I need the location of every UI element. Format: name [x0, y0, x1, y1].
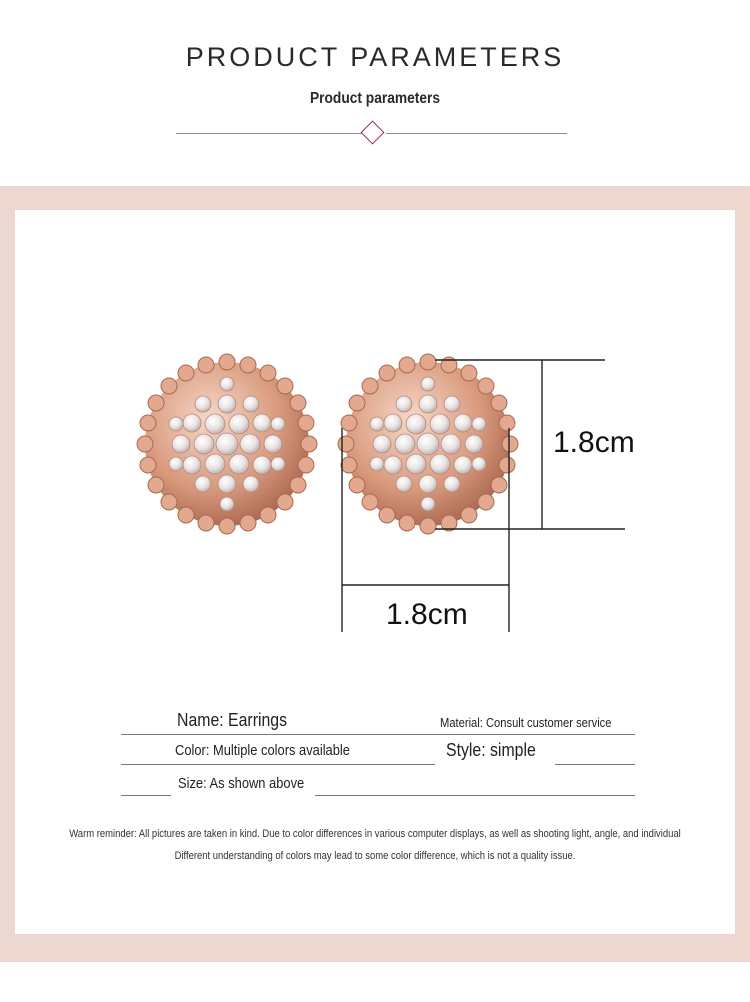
- spec-size: Size: As shown above: [178, 775, 305, 792]
- spec-material: Material: Consult customer service: [440, 715, 612, 730]
- spec-name: Name: Earrings: [177, 710, 288, 730]
- spec-rule-2: [121, 764, 435, 765]
- product-photo: [115, 268, 675, 668]
- reminder-line-2: Different understanding of colors may lead to some color difference, which is not a quality issue.: [174, 850, 576, 862]
- spec-rule-3: [555, 764, 635, 765]
- spec-color: Color: Multiple colors available: [175, 742, 350, 759]
- product-frame: [0, 186, 750, 962]
- spec-style: Style: simple: [446, 740, 536, 760]
- spec-rule-1: [121, 734, 635, 735]
- diamond-icon: [360, 120, 384, 144]
- bottom-strip: [0, 962, 750, 1002]
- spec-rule-4: [121, 795, 171, 796]
- page-subtitle: Product parameters: [309, 90, 440, 107]
- page-title: PRODUCT PARAMETERS: [185, 42, 565, 72]
- divider-left: [176, 133, 363, 134]
- reminder-line-1: Warm reminder: All pictures are taken in kind. Due to color differences in various computer displays, as well as shooting light, angle, and individual: [69, 828, 681, 840]
- earring-right: [338, 354, 518, 534]
- width-label: 1.8cm: [386, 598, 468, 631]
- earring-left: [137, 354, 317, 534]
- product-panel: [15, 210, 735, 934]
- spec-rule-5: [315, 795, 635, 796]
- height-label: 1.8cm: [553, 426, 635, 459]
- divider-right: [386, 133, 567, 134]
- header: [0, 0, 750, 186]
